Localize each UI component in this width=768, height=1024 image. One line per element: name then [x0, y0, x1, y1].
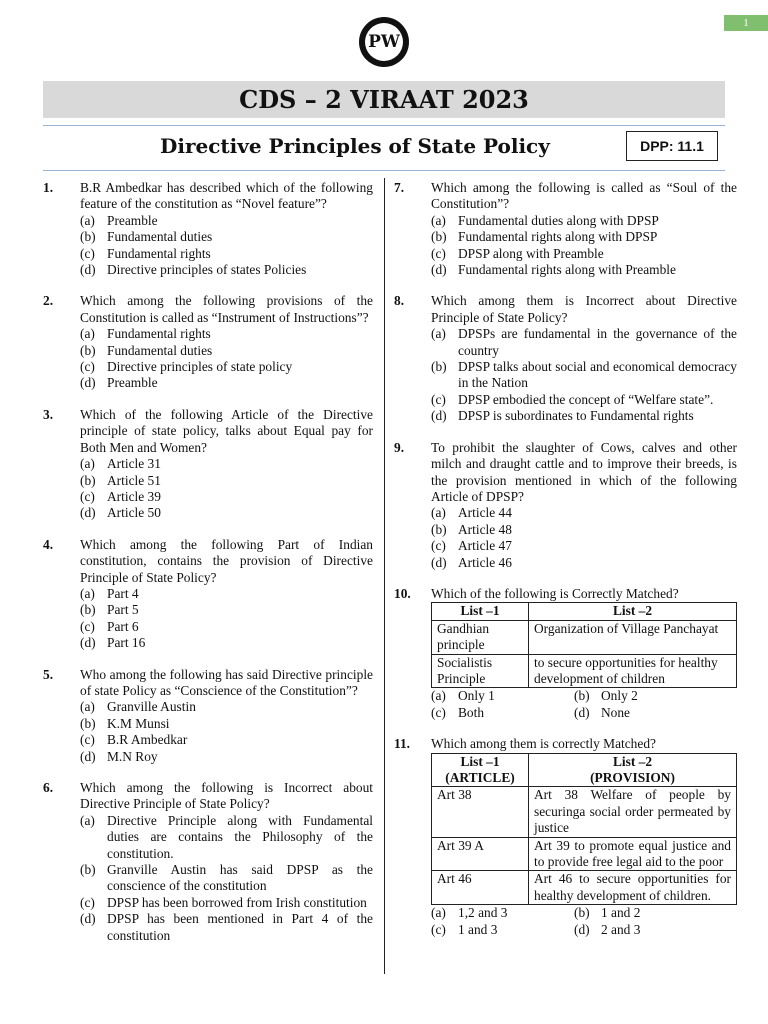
option-b: (b) Part 5: [80, 602, 139, 618]
question-number: 5.: [43, 666, 54, 682]
match-table: [431, 602, 737, 688]
column-divider: [384, 178, 385, 974]
option-d: (d) 2 and 3: [574, 921, 641, 937]
table-cell: to secure opportunities for healthy development of children: [529, 654, 737, 688]
question-number: 7.: [394, 180, 405, 195]
table-cell: Gandhian principle: [432, 620, 529, 654]
question-number: 9.: [394, 439, 405, 455]
option-d: (d) Part 16: [80, 635, 146, 651]
table-header: List –1 (ARTICLE): [432, 753, 529, 787]
question-text: Which among them is Incorrect about Directive Principle of State Policy?: [431, 293, 737, 325]
option-d: (d) Fundamental rights along with Preamble: [431, 262, 676, 278]
divider-rule: [43, 170, 725, 171]
option-b: (b) Fundamental duties: [80, 229, 213, 245]
option-c: (c) DPSP along with Preamble: [431, 245, 604, 261]
option-c: (c) 1 and 3: [431, 921, 498, 937]
option-d: (d) DPSP is subordinates to Fundamental rights: [431, 408, 694, 424]
option-d: (d) DPSP has been mentioned in Part 4 of the constitution: [80, 911, 373, 943]
table-cell: Art 46 to secure opportunities for healthy development of children.: [529, 871, 737, 905]
table-header: List –2: [529, 603, 737, 620]
option-c: (c) Article 39: [80, 488, 161, 504]
option-d: (d) Preamble: [80, 375, 158, 391]
option-b: (b) Article 51: [80, 472, 161, 488]
option-a: (a) Preamble: [80, 212, 158, 228]
option-a: (a) Fundamental duties along with DPSP: [431, 212, 659, 228]
question-text: B.R Ambedkar has described which of the following feature of the constitution as “Novel feature”?: [80, 180, 373, 212]
option-c: (c) Part 6: [80, 618, 139, 634]
question-text: Which among the following is called as “Soul of the Constitution”?: [431, 180, 737, 212]
option-b: (b) Fundamental duties: [80, 342, 213, 358]
question-9: [394, 440, 737, 571]
question-2: [43, 293, 373, 391]
table-header: List –1: [432, 603, 529, 620]
question-3: [43, 407, 373, 522]
table-cell: Art 39 A: [432, 837, 529, 871]
match-table: [431, 753, 737, 906]
option-a: (a) Article 31: [80, 456, 161, 472]
option-c: (c) B.R Ambedkar: [80, 732, 188, 748]
question-number: 4.: [43, 536, 54, 552]
option-c: (c) DPSP embodied the concept of “Welfare state”.: [431, 391, 714, 407]
option-b: (b) Only 2: [574, 688, 638, 704]
right-column: [394, 180, 737, 953]
question-text: Which of the following Article of the Directive principle of state policy, talks about Equal pay for Both Men and Women?: [80, 406, 373, 455]
option-c: (c) DPSP has been borrowed from Irish constitution: [80, 894, 367, 910]
exam-title: CDS – 2 VIRAAT 2023: [43, 81, 725, 118]
option-a: (a) DPSPs are fundamental in the governance of the country: [431, 326, 737, 358]
question-number: 1.: [43, 180, 54, 195]
question-number: 2.: [43, 293, 54, 309]
page-number: 1: [724, 15, 768, 31]
option-b: (b) Fundamental rights along with DPSP: [431, 229, 658, 245]
table-cell: Organization of Village Panchayat: [529, 620, 737, 654]
option-d: (d) Article 46: [431, 554, 512, 570]
option-c: (c) Directive principles of state policy: [80, 359, 293, 375]
table-cell: Art 46: [432, 871, 529, 905]
question-text: Which among the following is Incorrect about Directive Principle of State Policy?: [80, 780, 373, 812]
logo-text: PW: [368, 32, 400, 52]
question-5: [43, 667, 373, 765]
option-a: (a) Fundamental rights: [80, 326, 211, 342]
left-column: [43, 180, 373, 959]
option-c: (c) Article 47: [431, 538, 512, 554]
pw-logo: [358, 16, 410, 68]
option-b: (b) Article 48: [431, 521, 512, 537]
table-cell: Art 39 to promote equal justice and to provide free legal aid to the poor: [529, 837, 737, 871]
question-text: Which among the following Part of Indian constitution, contains the provision of Directive Principle of State Policy?: [80, 536, 373, 585]
option-a: (a) Granville Austin: [80, 699, 196, 715]
option-b: (b) K.M Munsi: [80, 715, 170, 731]
dpp-badge: DPP: 11.1: [626, 131, 718, 161]
option-b: (b) DPSP talks about social and economical democracy in the Nation: [431, 359, 737, 391]
question-11: [394, 736, 737, 938]
question-10: [394, 586, 737, 721]
option-d: (d) Directive principles of states Policies: [80, 262, 307, 278]
divider-rule: [43, 125, 725, 126]
option-a: (a) 1,2 and 3: [431, 905, 508, 921]
option-c: (c) Fundamental rights: [80, 245, 211, 261]
question-8: [394, 293, 737, 424]
question-text: Which among them is correctly Matched?: [431, 736, 656, 752]
table-header: List –2 (PROVISION): [529, 753, 737, 787]
option-a: (a) Only 1: [431, 688, 495, 704]
question-7: [394, 180, 737, 278]
option-b: (b) 1 and 2: [574, 905, 641, 921]
table-cell: Art 38: [432, 787, 529, 837]
option-c: (c) Both: [431, 704, 485, 720]
question-1: [43, 180, 373, 278]
question-6: [43, 780, 373, 944]
question-text: To prohibit the slaughter of Cows, calves and other milch and draught cattle and to improve their breeds, is the provision mentioned in which of the following Article of DPSP?: [431, 439, 737, 504]
option-d: (d) Article 50: [80, 505, 161, 521]
question-number: 11.: [394, 736, 410, 752]
question-text: Which of the following is Correctly Matched?: [431, 585, 679, 601]
question-number: 3.: [43, 406, 54, 422]
option-a: (a) Directive Principle along with Fundamental duties are contains the Philosophy of the constitution.: [80, 812, 373, 861]
option-a: (a) Part 4: [80, 585, 139, 601]
question-number: 10.: [394, 585, 411, 601]
option-a: (a) Article 44: [431, 505, 512, 521]
question-4: [43, 537, 373, 652]
option-b: (b) Granville Austin has said DPSP as the conscience of the constitution: [80, 862, 373, 894]
table-cell: Socialistis Principle: [432, 654, 529, 688]
table-cell: Art 38 Welfare of people by securinga social order permeated by justice: [529, 787, 737, 837]
option-d: (d) M.N Roy: [80, 748, 158, 764]
question-text: Which among the following provisions of the Constitution is called as “Instrument of Instructions”?: [80, 293, 373, 325]
option-d: (d) None: [574, 704, 631, 720]
question-number: 6.: [43, 780, 54, 795]
question-number: 8.: [394, 293, 405, 309]
subject-title: Directive Principles of State Policy: [160, 134, 550, 158]
question-text: Who among the following has said Directive principle of state Policy as “Conscience of the Constitution”?: [80, 666, 373, 698]
